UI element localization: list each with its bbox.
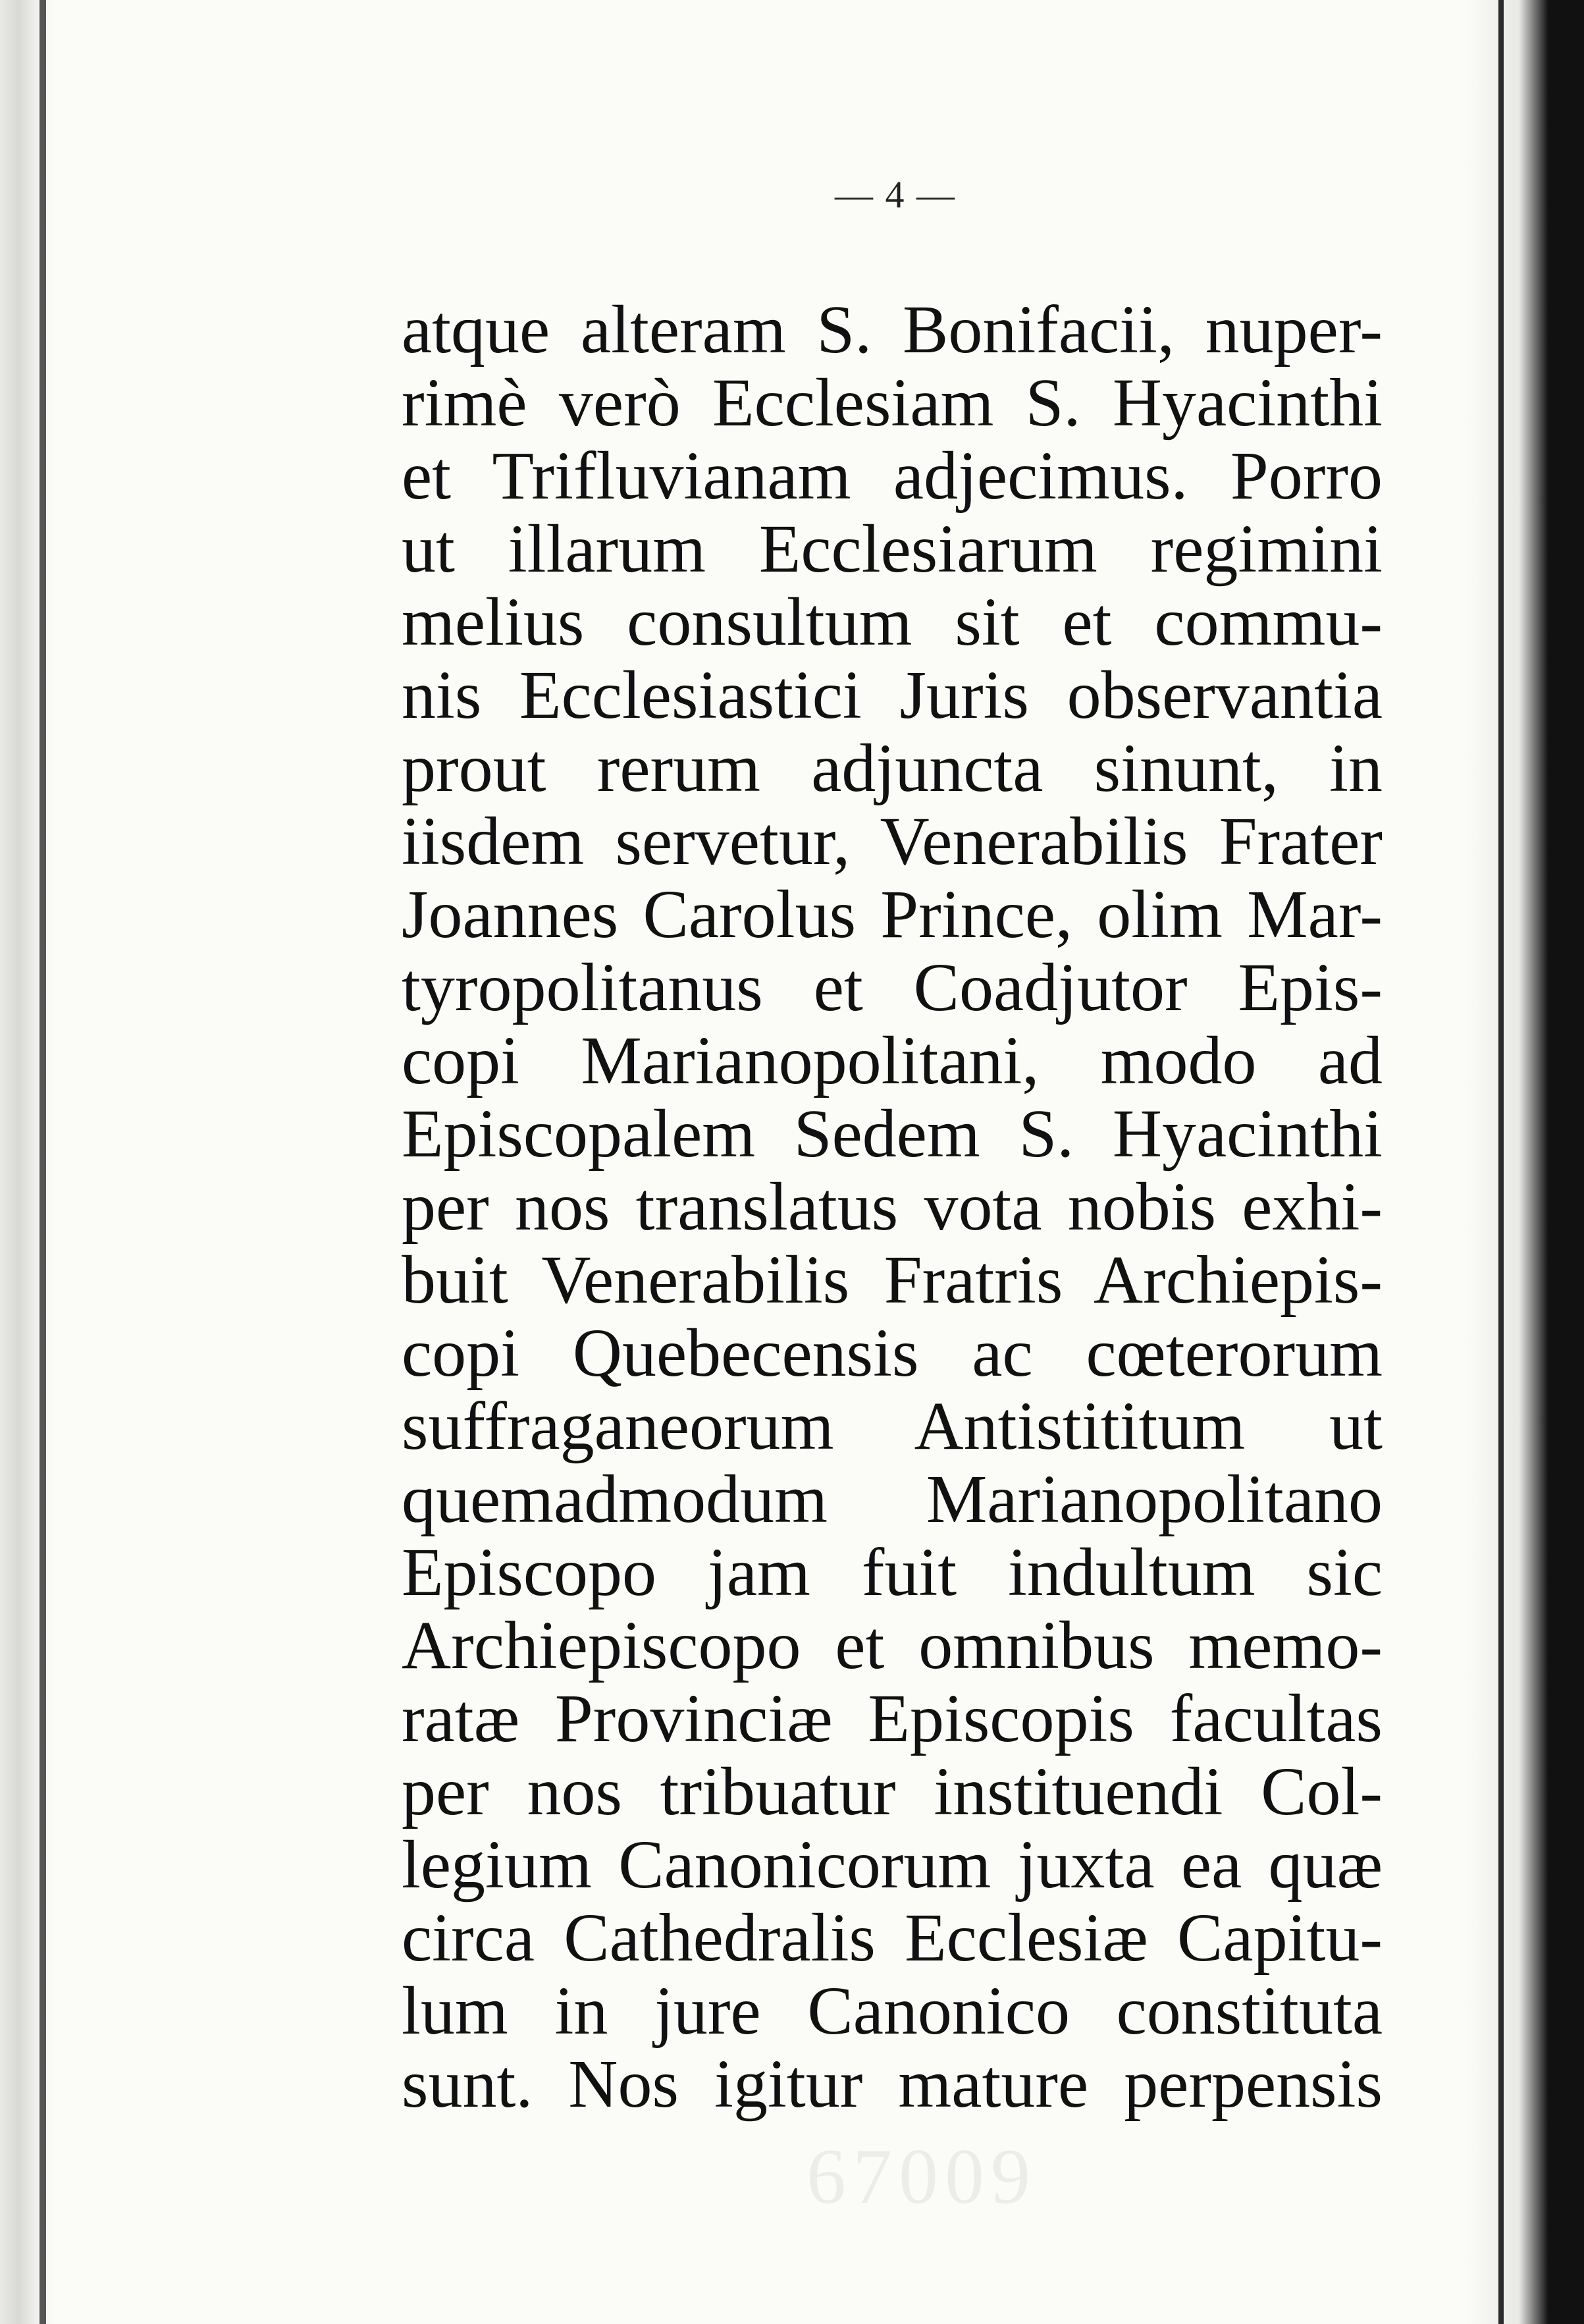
- text-line: Joannes Carolus Prince, olim Mar-: [402, 877, 1383, 952]
- text-line: per nos tribuatur instituendi Col-: [402, 1754, 1383, 1829]
- text-line: iisdem servetur, Venerabilis Frater: [402, 803, 1383, 879]
- text-line: circa Cathedralis Ecclesiæ Capitu-: [402, 1900, 1383, 1976]
- text-line: copi Marianopolitani, modo ad: [402, 1023, 1383, 1098]
- page-number: — 4 —: [835, 173, 956, 216]
- right-page-border: [1498, 0, 1504, 2324]
- text-line: rimè verò Ecclesiam S. Hyacinthi: [402, 365, 1383, 441]
- text-line: copi Quebecensis ac cœterorum: [402, 1315, 1383, 1391]
- right-scan-margin: [1465, 0, 1584, 2324]
- text-line: legium Canonicorum juxta ea quæ: [402, 1827, 1383, 1903]
- left-page-border: [40, 0, 46, 2324]
- faint-stamp: 67009: [806, 2132, 1037, 2220]
- text-line: atque alteram S. Bonifacii, nuper-: [402, 292, 1383, 367]
- text-line: sunt. Nos igitur mature perpensis: [402, 2046, 1383, 2122]
- text-line: per nos translatus vota nobis exhi-: [402, 1169, 1383, 1245]
- text-line: quemadmodum Marianopolitano: [402, 1461, 1383, 1537]
- text-line: Episcopalem Sedem S. Hyacinthi: [402, 1096, 1383, 1172]
- text-line: ratæ Provinciæ Episcopis facultas: [402, 1681, 1383, 1756]
- text-line: buit Venerabilis Fratris Archiepis-: [402, 1242, 1383, 1318]
- text-line: melius consultum sit et commu-: [402, 584, 1383, 660]
- text-line: suffraganeorum Antistititum ut: [402, 1388, 1383, 1464]
- text-line: ut illarum Ecclesiarum regimini: [402, 511, 1383, 587]
- body-text-block: [402, 292, 1383, 2122]
- text-line: lum in jure Canonico constituta: [402, 1973, 1383, 2049]
- text-line: Archiepiscopo et omnibus memo-: [402, 1608, 1383, 1683]
- text-line: Episcopo jam fuit indultum sic: [402, 1534, 1383, 1610]
- text-line: tyropolitanus et Coadjutor Epis-: [402, 950, 1383, 1025]
- text-line: prout rerum adjuncta sinunt, in: [402, 730, 1383, 806]
- text-line: nis Ecclesiastici Juris observantia: [402, 657, 1383, 733]
- text-line: et Trifluvianam adjecimus. Porro: [402, 438, 1383, 514]
